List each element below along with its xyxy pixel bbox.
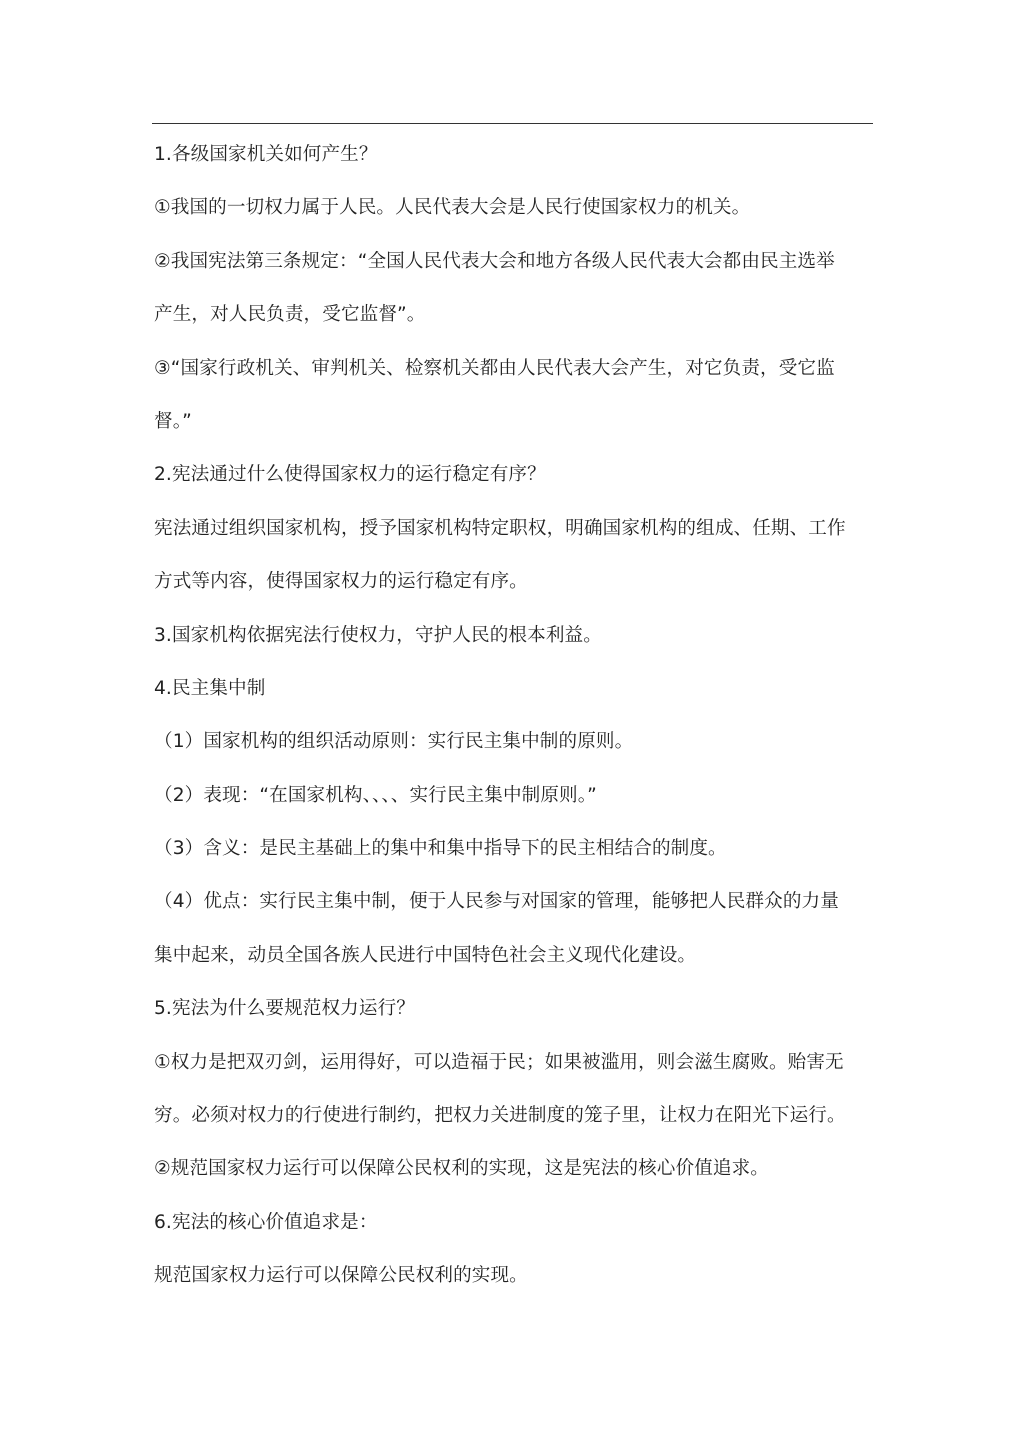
paragraph-line: （1）国家机构的组织活动原则：实行民主集中制的原则。 <box>154 731 634 753</box>
question-heading: 1.各级国家机关如何产生？ <box>154 144 378 165</box>
paragraph-line: 产生，对人民负责，受它监督”。 <box>154 304 426 326</box>
header-rule <box>152 123 873 124</box>
paragraph-line: （4）优点：实行民主集中制，便于人民参与对国家的管理，能够把人民群众的力量 <box>154 891 839 913</box>
paragraph-line: 集中起来，动员全国各族人民进行中国特色社会主义现代化建设。 <box>154 944 697 966</box>
question-heading: 6.宪法的核心价值追求是： <box>154 1211 378 1233</box>
paragraph-line: 宪法通过组织国家机构，授予国家机构特定职权，明确国家机构的组成、任期、工作 <box>154 517 846 539</box>
paragraph-line: ①我国的一切权力属于人民。人民代表大会是人民行使国家权力的机关。 <box>154 197 751 219</box>
question-heading: 4.民主集中制 <box>154 677 266 699</box>
paragraph-line: ②我国宪法第三条规定：“全国人民代表大会和地方各级人民代表大会都由民主选举 <box>154 250 835 272</box>
paragraph-line: （2）表现：“在国家机构、、、、实行民主集中制原则。” <box>154 784 597 806</box>
question-heading: 5.宪法为什么要规范权力运行？ <box>154 998 415 1020</box>
question-heading: 3.国家机构依据宪法行使权力，守护人民的根本利益。 <box>154 624 602 646</box>
paragraph-line: （3）含义：是民主基础上的集中和集中指导下的民主相结合的制度。 <box>154 838 727 860</box>
question-heading: 2.宪法通过什么使得国家权力的运行稳定有序？ <box>154 464 546 486</box>
document-body <box>154 139 876 1314</box>
paragraph-line: ③“国家行政机关、审判机关、检察机关都由人民代表大会产生，对它负责，受它监 <box>154 357 835 379</box>
paragraph-line: ①权力是把双刃剑，运用得好，可以造福于民；如果被滥用，则会滋生腐败。贻害无 <box>154 1051 844 1073</box>
paragraph-line: 穷。必须对权力的行使进行制约，把权力关进制度的笼子里，让权力在阳光下运行。 <box>154 1105 846 1127</box>
paragraph-line: ②规范国家权力运行可以保障公民权利的实现，这是宪法的核心价值追求。 <box>154 1158 769 1180</box>
paragraph-line: 方式等内容，使得国家权力的运行稳定有序。 <box>154 571 528 593</box>
paragraph-line: 规范国家权力运行可以保障公民权利的实现。 <box>154 1265 528 1287</box>
paragraph-line: 督。” <box>154 410 192 432</box>
